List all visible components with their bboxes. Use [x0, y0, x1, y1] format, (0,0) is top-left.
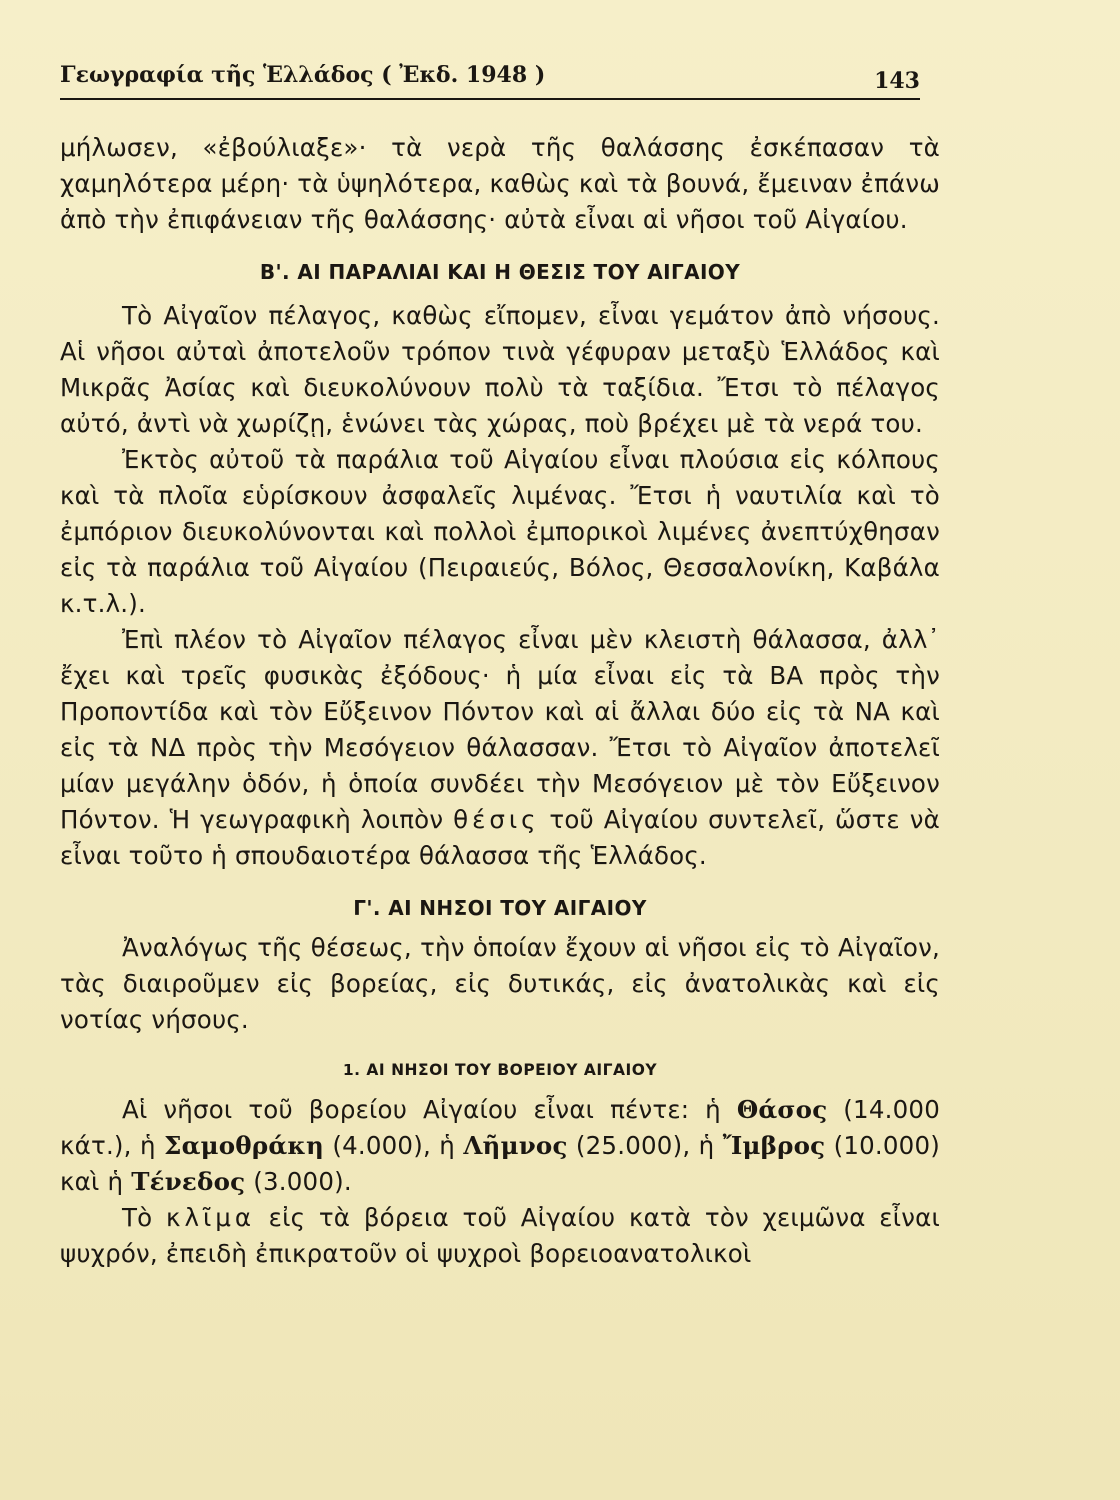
subsection-heading-north-aegean: 1. ΑΙ ΝΗΣΟΙ ΤΟΥ ΒΟΡΕΙΟΥ ΑΙΓΑΙΟΥ — [342, 1061, 658, 1079]
paragraph-north-islands — [60, 1092, 940, 1200]
text-span: (3.000). — [253, 1167, 352, 1196]
paragraph-climate — [60, 1200, 940, 1272]
island-name: Ἴμβρος — [722, 1131, 826, 1160]
section-heading-coasts-position: Β'. ΑΙ ΠΑΡΑΛΙΑΙ ΚΑΙ Η ΘΕΣΙΣ ΤΟΥ ΑΙΓΑΙΟΥ — [259, 260, 741, 284]
island-name: Σαμοθράκη — [164, 1131, 324, 1160]
island-name: Θάσος — [736, 1095, 828, 1124]
running-title: Γεωγραφία τῆς Ἑλλάδος ( Ἐκδ. 1948 ) — [60, 62, 546, 88]
text-span: τοῦ Αἰγαίου συντελεῖ, ὥστε νὰ εἶναι τοῦτο ἡ σπουδαιοτέρα θάλασσα τῆς Ἑλλάδος. — [60, 805, 940, 870]
text-span: Τὸ — [122, 1203, 153, 1232]
page-body — [60, 130, 940, 1272]
text-span: Αἱ νῆσοι τοῦ βορείου Αἰγαίου εἶναι πέντε: ἡ — [122, 1095, 721, 1124]
running-head — [60, 62, 920, 98]
island-name: Τένεδος — [131, 1167, 246, 1196]
section-heading-aegean-islands: Γ'. ΑΙ ΝΗΣΟΙ ΤΟΥ ΑΙΓΑΙΟΥ — [353, 896, 647, 920]
island-name: Λῆμνος — [463, 1131, 568, 1160]
spaced-word: θέσις — [453, 805, 540, 834]
text-span: εἰς τὰ βόρεια τοῦ Αἰγαίου κατὰ τὸν χειμῶνα εἶναι ψυχρόν, ἐπειδὴ ἐπικρατοῦν οἱ ψυχροὶ βορειοανατολικοὶ — [60, 1203, 940, 1268]
page-number: 143 — [874, 68, 920, 94]
paragraph-aegean-exits — [60, 622, 940, 874]
text-span: (25.000), ἡ — [575, 1131, 715, 1160]
paragraph-aegean-islands-bridge: Τὸ Αἰγαῖον πέλαγος, καθὼς εἴπομεν, εἶναι γεμάτον ἀπὸ νήσους. Αἱ νῆσοι αὐταὶ ἀποτελοῦν τρόπον τινὰ γέφυραν μεταξὺ Ἑλλάδος καὶ Μικρᾶς Ἀσίας καὶ διευκολύνουν πολὺ τὰ ταξίδια. Ἔτσι τὸ πέλαγος αὐτό, ἀντὶ νὰ χωρίζῃ, ἑνώνει τὰς χώρας, ποὺ βρέχει μὲ τὰ νερά του. — [60, 301, 940, 438]
paragraph-aegean-ports: Ἐκτὸς αὐτοῦ τὰ παράλια τοῦ Αἰγαίου εἶναι πλούσια εἰς κόλπους καὶ τὰ πλοῖα εὑρίσκουν ἀσφαλεῖς λιμένας. Ἔτσι ἡ ναυτιλία καὶ τὸ ἐμπόριον διευκολύνονται καὶ πολλοὶ ἐμπορικοὶ λιμένες ἀνεπτύχθησαν εἰς τὰ παράλια τοῦ Αἰγαίου (Πειραιεύς, Βόλος, Θεσσαλονίκη, Καβάλα κ.τ.λ.). — [60, 445, 940, 618]
text-span: (4.000), ἡ — [332, 1131, 456, 1160]
spaced-word: κλῖμα — [166, 1203, 255, 1232]
text-span: (14.000 κάτ.), ἡ — [60, 1095, 940, 1160]
text-span: (10.000) καὶ ἡ — [60, 1131, 941, 1196]
paragraph-island-division: Ἀναλόγως τῆς θέσεως, τὴν ὁποίαν ἔχουν αἱ νῆσοι εἰς τὸ Αἰγαῖον, τὰς διαιροῦμεν εἰς βορείας, εἰς δυτικάς, εἰς ἀνατολικὰς καὶ εἰς νοτίας νήσους. — [60, 933, 940, 1034]
text-span: Ἐπὶ πλέον τὸ Αἰγαῖον πέλαγος εἶναι μὲν κλειστὴ θάλασσα, ἀλλ᾽ ἔχει καὶ τρεῖς φυσικὰς ἐξόδους· ἡ μία εἶναι εἰς τὰ ΒΑ πρὸς τὴν Προποντίδα καὶ τὸν Εὔξεινον Πόντον καὶ αἱ ἄλλαι δύο εἰς τὰ ΝΑ καὶ εἰς τὰ ΝΔ πρὸς τὴν Μεσόγειον θάλασσαν. Ἔτσι τὸ Αἰγαῖον ἀποτελεῖ μίαν μεγάλην ὁδόν, ἡ ὁποία συνδέει τὴν Μεσόγειον μὲ τὸν Εὔξεινον Πόντον. Ἡ γεωγραφικὴ λοιπὸν — [60, 625, 940, 834]
paragraph-continued: μήλωσεν, «ἐβούλιαξε»· τὰ νερὰ τῆς θαλάσσης ἐσκέπασαν τὰ χαμηλότερα μέρη· τὰ ὑψηλότερα, καθὼς καὶ τὰ βουνά, ἔμειναν ἐπάνω ἀπὸ τὴν ἐπιφάνειαν τῆς θαλάσσης· αὐτὰ εἶναι αἱ νῆσοι τοῦ Αἰγαίου. — [60, 133, 940, 234]
header-rule — [60, 98, 920, 100]
